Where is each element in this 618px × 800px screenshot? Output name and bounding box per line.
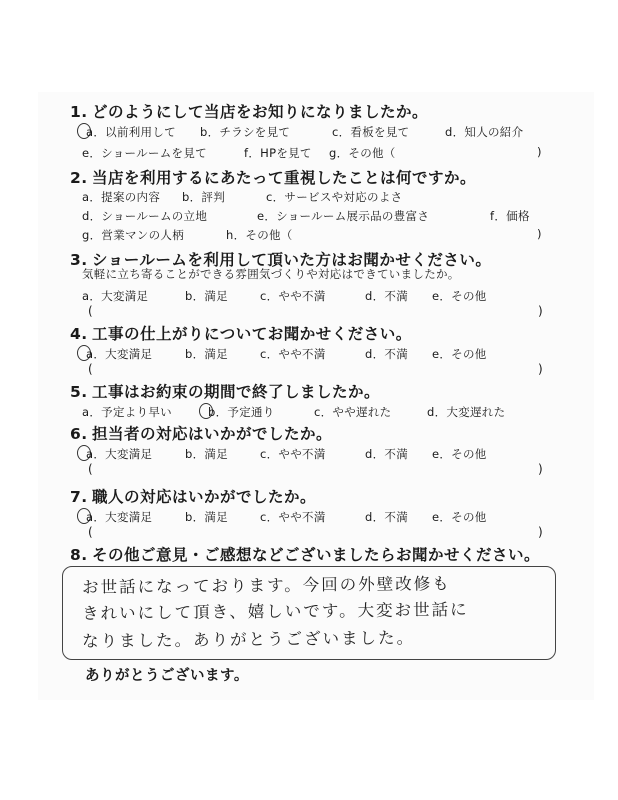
q3-options: a．大変満足 b．満足 c．やや不満 d．不満 e．その他 xyxy=(82,289,487,303)
question-5: 5. 工事はお約束の期間で終了しましたか。 xyxy=(70,383,381,401)
closing-thanks: ありがとうございます。 xyxy=(85,668,249,684)
q7-other-open: ( xyxy=(88,525,93,539)
question-2: 2. 当店を利用するにあたって重視したことは何ですか。 xyxy=(70,169,477,187)
q7-options: a．大変満足 b．満足 c．やや不満 d．不満 e．その他 xyxy=(82,509,602,527)
q3-subtext: 気軽に立ち寄ることができる雰囲気づくりや対応はできていましたか。 xyxy=(82,267,460,281)
q3-other-open: ( xyxy=(88,304,93,318)
question-6: 6. 担当者の対応はいかがでしたか。 xyxy=(70,425,333,443)
question-1: 1. どのようにして当店をお知りになりましたか。 xyxy=(70,103,429,121)
q1-options-row1: a．以前利用して b．チラシを見て c．看板を見て d．知人の紹介 xyxy=(82,124,602,142)
question-4: 4. 工事の仕上がりについてお聞かせください。 xyxy=(70,325,412,343)
q4-other-close: ) xyxy=(538,362,543,376)
q4-options: a．大変満足 b．満足 c．やや不満 d．不満 e．その他 xyxy=(82,346,602,364)
q2-options-row1: a．提案の内容 b．評判 c．サービスや対応のよさ xyxy=(82,190,403,204)
q7-other-close: ) xyxy=(538,525,543,539)
comment-line-3: なりました。ありがとうございました。 xyxy=(81,628,416,651)
q5-options: a．予定より早い b．予定通り c．やや遅れた d．大変遅れた xyxy=(82,405,506,419)
q2-options-row2: d．ショールームの立地 e．ショールーム展示品の豊富さ f．価格 xyxy=(82,209,530,223)
q3-other-close: ) xyxy=(538,304,543,318)
comment-line-2: きれいにして頂き、嬉しいです。大変お世話に xyxy=(81,599,469,624)
q6-options: a．大変満足 b．満足 c．やや不満 d．不満 e．その他 xyxy=(82,446,602,464)
q6-other-close: ) xyxy=(538,462,543,476)
q6-other-open: ( xyxy=(88,462,93,476)
comment-line-1: お世話になっております。今回の外壁改修も xyxy=(81,574,451,597)
question-8: 8. その他ご意見・ご感想などございましたらお聞かせください。 xyxy=(70,546,541,564)
question-7: 7. 職人の対応はいかがでしたか。 xyxy=(70,488,317,506)
question-3: 3. ショールームを利用して頂いた方はお聞かせください。 xyxy=(70,251,492,269)
q1-options-row2: e．ショールームを見て f．HPを見て g．その他（ ) xyxy=(82,145,542,160)
q4-other-open: ( xyxy=(88,362,93,376)
q2-options-row3: g．営業マンの人柄 h．その他（ ) xyxy=(82,227,542,242)
